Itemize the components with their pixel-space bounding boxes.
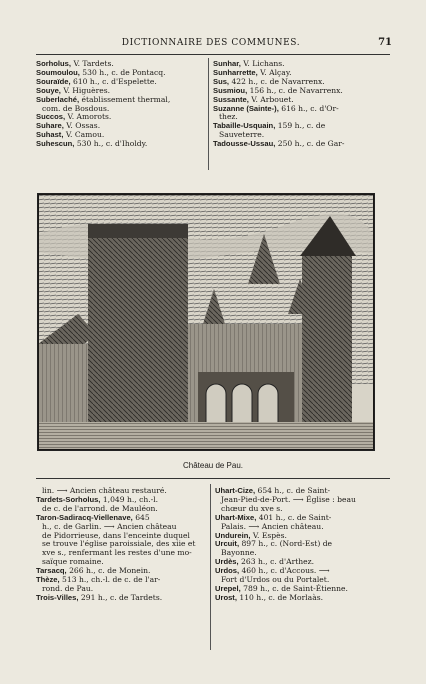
entry-text: V. Camou. [63,130,105,140]
entry-text: 266 h., c. de Monein. [66,566,151,576]
entry-headword: Urepel, [215,583,241,593]
entry-text: 513 h., ch.-l. de c. de l'ar- [59,575,161,585]
entry-text: 645 [132,512,150,522]
entry-headword: Succos, [36,112,66,122]
dictionary-entry [36,140,206,149]
entry-text: V. Lichans. [240,59,285,68]
entry-text: V. Arbouet. [248,94,294,104]
dictionary-entry [215,594,395,603]
entry-text: 263 h., c. d'Arthez. [238,557,315,567]
entry-text: Fort d'Urdos ou du Portalet. [221,575,330,585]
entry-text: 422 h., c. de Navarrenx. [229,76,325,86]
entry-headword: Sunharrette, [213,67,258,77]
figure-caption: Château de Pau. [182,461,244,470]
entry-headword: Suhare, [36,121,64,131]
entry-text: V. Amorots. [65,112,112,122]
entry-headword: Suberlaché, [36,94,80,104]
entry-text: de Pidorrieuse, dans l'enceinte duquel [42,530,190,540]
entry-text: 401 h., c. de Saint- [256,512,332,522]
entry-text: Sauveterre. [219,130,265,140]
running-header [30,38,392,52]
keep-tower [88,234,188,424]
entry-text: V. Higuères. [60,85,111,95]
entry-headword: Urcuit, [215,539,240,549]
entry-headword: Undurein, [215,530,251,540]
entry-headword: Thèze, [36,575,60,585]
entry-headword: Tardets-Sorholus, [36,494,101,504]
entry-headword: Suzanne (Sainte-), [213,103,279,113]
entry-headword: Sunhar, [213,59,241,68]
entry-headword: Trois-Villes, [36,592,79,602]
entry-text: lin. ⟶ Ancien château restauré. [42,486,167,495]
entry-headword: Soumoulou, [36,67,80,77]
courtyard [38,422,374,450]
entry-text: se trouve l'église paroissiale, des xiie et [42,539,196,549]
entry-text: 530 h., c. de Pontacq. [79,67,166,77]
entry-text: 460 h., c. d'Accous. ⟶ [239,566,330,576]
entry-text: rond. de Pau. [42,583,94,593]
page-number: 71 [378,37,392,48]
section-rule [36,478,390,479]
entry-headword: Tadousse-Ussau, [213,139,276,149]
dictionary-entry [36,594,208,603]
entry-headword: Sus, [213,76,230,86]
dictionary-entry [213,140,393,149]
header-rule [36,54,390,55]
entry-text: chœur du xve s. [221,503,283,513]
entry-headword: Sussante, [213,94,249,104]
entries-top-right [213,60,393,149]
entry-headword: Urdès, [215,557,239,567]
entry-text: xve s., renfermant les restes d'une mo- [42,548,192,558]
entry-text: V. Espès. [250,530,287,540]
column-separator-bottom [210,484,211,650]
entry-headword: Uhart-Mixe, [215,512,257,522]
entry-text: 897 h., c. (Nord-Est) de [239,539,333,549]
entry-text: Palais. ⟶ Ancien château. [221,521,324,531]
entry-headword: Susmiou, [213,85,248,95]
chateau-de-pau-illustration [38,194,374,450]
entry-text: 1,049 h., ch.-l. [100,494,159,504]
entries-bottom-left [36,487,208,603]
entry-text: établissement thermal, [79,94,171,104]
entry-headword: Urost, [215,592,237,602]
entry-text: V. Tardets. [71,59,114,68]
dictionary-entry [213,105,393,114]
right-tower [302,254,352,424]
entry-text: saïque romaine. [42,557,104,567]
entry-text: 110 h., c. de Morlaàs. [236,592,324,602]
entry-text: Bayonne. [221,548,257,558]
entry-text: thez. [219,112,238,122]
entry-text: 654 h., c. de Saint- [255,486,331,495]
entry-text: h., c. de Garlin. ⟶ Ancien château [42,521,177,531]
entry-headword: Suhescun, [36,139,75,149]
entries-top-left [36,60,206,149]
entry-headword: Tabaille-Usquain, [213,121,276,131]
entry-headword: Souye, [36,85,61,95]
page-title: DICTIONNAIRE DES COMMUNES. [121,38,301,48]
entry-text: 159 h., c. de [275,121,326,131]
entry-headword: Uhart-Cize, [215,486,256,495]
entry-text: Jean-Pied-de-Port. ⟶ Église : beau [221,494,356,504]
entry-text: 616 h., c. d'Or- [278,103,339,113]
entry-text: 291 h., c. de Tardets. [78,592,163,602]
entry-headword: Souraïde, [36,76,71,86]
entry-text: 156 h., c. de Navarrenx. [247,85,343,95]
entry-text: 250 h., c. de Gar- [275,139,345,149]
entry-text: V. Alçay. [257,67,292,77]
entry-headword: Sorholus, [36,59,72,68]
entry-headword: Urdos, [215,566,240,576]
entry-text: 530 h., c. d'Iholdy. [74,139,148,149]
column-separator-top [208,58,209,170]
entry-text: com. de Bosdous. [42,103,110,113]
entry-text: de c. de l'arrond. de Mauléon. [42,503,158,513]
entry-text: 610 h., c. d'Espelette. [70,76,157,86]
entry-text: V. Ossas. [63,121,101,131]
entry-headword: Tarsacq, [36,566,67,576]
entry-text: 789 h., c. de Saint-Étienne. [240,583,348,593]
entry-headword: Suhast, [36,130,64,140]
entry-headword: Taron-Sadiracq-Viellenave, [36,512,133,522]
castle-engraving [37,193,375,451]
entries-bottom-right [215,487,395,603]
